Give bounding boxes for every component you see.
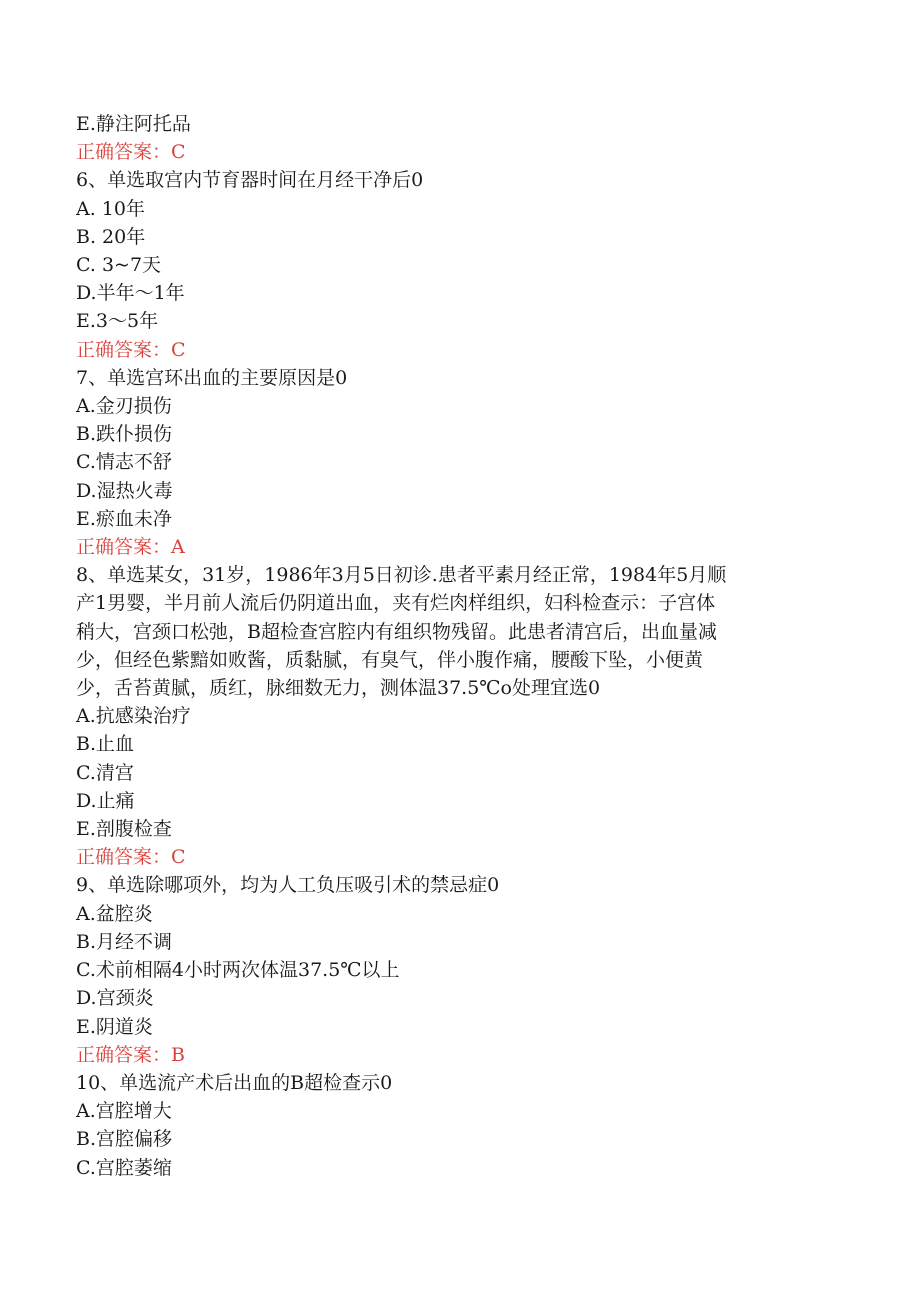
- exam-page: [76, 110, 836, 1182]
- question-stem-line: 稍大，宫颈口松弛，B超检查宫腔内有组织物残留。此患者清宫后，出血量减: [76, 620, 717, 643]
- option-d: D.半年～1年: [76, 282, 185, 305]
- correct-answer: 正确答案：B: [76, 1043, 185, 1066]
- option-a: A. 10年: [76, 197, 145, 220]
- option-c: C. 3~7天: [76, 254, 162, 277]
- question-stem-line: 8、单选某女，31岁，1986年3月5日初诊.患者平素月经正常，1984年5月顺: [76, 564, 727, 587]
- option-b: B.月经不调: [76, 930, 173, 953]
- correct-answer: 正确答案：A: [76, 536, 185, 559]
- option-a: A.金刃损伤: [76, 395, 172, 418]
- question-stem-line: 少，但经色紫黯如败酱，质黏腻，有臭气，伴小腹作痛，腰酸下坠，小便黄: [76, 648, 704, 671]
- option-a: A.抗感染治疗: [76, 705, 191, 728]
- option-c: C.宫腔萎缩: [76, 1156, 172, 1179]
- option-e: E.阴道炎: [76, 1015, 153, 1038]
- option-e: E.3～5年: [76, 310, 159, 333]
- option-d: D.湿热火毒: [76, 479, 173, 502]
- option-b: B.宫腔偏移: [76, 1128, 173, 1151]
- option-c: C.术前相隔4小时两次体温37.5℃以上: [76, 959, 400, 982]
- question-stem: 6、单选取宫内节育器时间在月经干净后0: [76, 169, 424, 192]
- option-b: B. 20年: [76, 225, 146, 248]
- option-e: E.瘀血未净: [76, 507, 172, 530]
- option-a: A.宫腔增大: [76, 1100, 172, 1123]
- question-stem: 7、单选宫环出血的主要原因是0: [76, 366, 348, 389]
- question-stem: 10、单选流产术后出血的B超检查示0: [76, 1071, 393, 1094]
- option-c: C.情志不舒: [76, 451, 172, 474]
- correct-answer: 正确答案：C: [76, 141, 186, 164]
- option-d: D.止痛: [76, 789, 135, 812]
- correct-answer: 正确答案：C: [76, 846, 186, 869]
- question-stem: 9、单选除哪项外，均为人工负压吸引术的禁忌症0: [76, 874, 500, 897]
- option-e: E.剖腹检查: [76, 818, 172, 841]
- option-b: B.跌仆损伤: [76, 423, 173, 446]
- option-e: E.静注阿托品: [76, 113, 191, 135]
- option-c: C.清宫: [76, 761, 134, 784]
- option-b: B.止血: [76, 733, 135, 756]
- option-d: D.宫颈炎: [76, 987, 154, 1010]
- question-stem-line: 少，舌苔黄腻，质红，脉细数无力，测体温37.5℃o处理宜选0: [76, 677, 601, 700]
- question-stem-line: 产1男婴，半月前人流后仍阴道出血，夹有烂肉样组织，妇科检查示：子宫体: [76, 592, 716, 615]
- option-a: A.盆腔炎: [76, 902, 153, 925]
- correct-answer: 正确答案：C: [76, 338, 186, 361]
